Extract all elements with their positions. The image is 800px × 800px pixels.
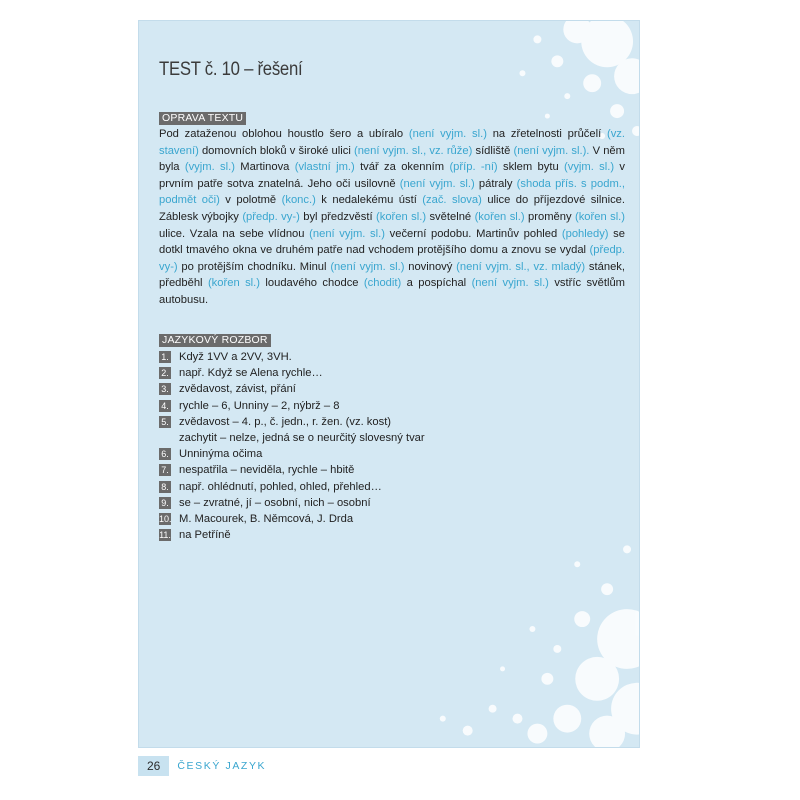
list-item — [159, 527, 619, 543]
text-segment: po protějším chodníku. Minul — [177, 260, 331, 273]
item-text: na Petříně — [179, 529, 231, 542]
grammar-note: (vlastní jm.) — [294, 161, 355, 174]
text-segment: Pod zataženou oblohou houstlo šero a ubíralo — [159, 128, 409, 140]
list-item — [159, 446, 619, 462]
text-segment: v prvním patře sotva znatelná. Jeho oči usilovně — [159, 161, 625, 190]
item-number: 6. — [159, 448, 171, 460]
text-segment: ulice. Vzala na sebe vlídnou — [159, 227, 310, 240]
grammar-note: (není vyjm. sl.) — [408, 128, 487, 140]
text-segment: tvář za okenním — [354, 161, 450, 174]
item-text: Když 1VV a 2VV, 3VH. — [179, 351, 292, 364]
list-item — [159, 381, 619, 397]
text-segment: a pospíchal — [401, 277, 472, 290]
text-segment: loudavého chodce — [259, 277, 364, 290]
grammar-note: (vyjm. sl.) — [564, 161, 615, 174]
grammar-note: (není vyjm. sl.) — [309, 227, 385, 240]
text-segment: vstříc světlům autobusu. — [159, 277, 625, 306]
text-segment: večerní podobu. Martinův pohled — [384, 227, 562, 240]
text-segment: V něm byla — [159, 144, 625, 174]
item-text: např. ohlédnutí, pohled, ohled, přehled… — [179, 480, 382, 493]
grammar-note: (není vyjm. sl., vz. růže) — [353, 144, 473, 157]
text-segment: proměny — [524, 210, 575, 223]
list-item — [159, 462, 619, 478]
grammar-note: (vz. stavení) — [159, 128, 625, 157]
list-item — [159, 511, 619, 527]
item-number: 2. — [159, 367, 171, 379]
item-text: zvědavost, závist, přání — [179, 383, 296, 396]
grammar-note: (kořen sl.) — [207, 277, 260, 290]
item-text: Unninýma očima — [179, 448, 263, 461]
grammar-note: (pohledy) — [561, 227, 609, 240]
grammar-note: (příp. -ní) — [449, 161, 498, 174]
text-segment: k nedalekému ústí — [315, 194, 423, 207]
item-number: 11. — [159, 530, 171, 541]
grammar-note: (shoda přís. s podm., podmět oči) — [159, 177, 626, 207]
section-label-oprava: OPRAVA TEXTU — [159, 112, 246, 125]
text-segment: Martinova — [234, 161, 295, 174]
text-segment: sklem bytu — [497, 161, 564, 174]
grammar-note: (předp. vy-) — [159, 244, 625, 273]
page-number: 26 — [138, 756, 169, 776]
text-segment: ulice do příjezdové silnice. Záblesk výbojky — [159, 194, 626, 223]
grammar-note: (není vyjm. sl., vz. mladý) — [456, 260, 586, 273]
item-number: 10. — [159, 513, 172, 524]
grammar-note: (kořen sl.) — [376, 210, 427, 223]
footer-subject-label: ČESKÝ JAZYK — [177, 760, 267, 772]
item-number — [159, 432, 171, 444]
text-segment: novinový — [404, 260, 457, 273]
page-panel — [138, 20, 640, 748]
text-segment: se dotkl tmavého okna ve druhém patře nad vchodem protějšího domu a znovu se vydal — [159, 227, 625, 257]
corrected-text-paragraph — [159, 126, 625, 309]
text-segment: domovních bloků v široké ulici — [198, 144, 354, 157]
list-item — [159, 430, 619, 446]
page-title: TEST č. 10 – řešení — [159, 59, 303, 80]
item-number: 1. — [159, 351, 171, 363]
item-text: se – zvratné, jí – osobní, nich – osobní — [179, 496, 371, 509]
item-text: zachytit – nelze, jedná se o neurčitý slovesný tvar — [179, 432, 425, 445]
text-segment: světelné — [426, 210, 475, 223]
text-segment: stánek, předběhl — [159, 260, 625, 290]
grammar-note: (není vyjm. sl.) — [471, 277, 549, 290]
item-text: M. Macourek, B. Němcová, J. Drda — [179, 512, 354, 525]
item-number: 8. — [159, 481, 171, 493]
text-segment: pátraly — [474, 177, 517, 190]
grammar-note: (vyjm. sl.) — [184, 161, 235, 174]
grammar-note: (předp. vy-) — [242, 210, 300, 223]
list-item — [159, 414, 619, 430]
list-item — [159, 479, 619, 495]
item-text: rychle – 6, Unniny – 2, nýbrž – 8 — [179, 399, 340, 412]
text-segment: byl předzvěstí — [299, 210, 376, 223]
page-footer — [138, 756, 266, 776]
text-segment: na zřetelnosti průčelí — [486, 128, 607, 140]
item-number: 4. — [159, 400, 171, 412]
item-number: 3. — [159, 383, 171, 395]
grammar-note: (chodit) — [363, 277, 402, 290]
item-text: zvědavost – 4. p., č. jedn., r. žen. (vz. kost) — [179, 415, 392, 428]
item-number: 5. — [159, 416, 171, 428]
list-item — [159, 495, 619, 511]
grammar-note: (zač. slova) — [422, 194, 482, 207]
list-item — [159, 398, 619, 414]
grammar-note: (kořen sl.) — [574, 210, 626, 223]
text-segment: v polotmě — [219, 194, 282, 207]
item-number: 9. — [159, 497, 171, 509]
list-item — [159, 365, 619, 381]
item-text: nespatřila – neviděla, rychle – hbitě — [179, 464, 355, 477]
grammar-note: (není vyjm. sl.) — [399, 177, 475, 190]
item-number: 7. — [159, 464, 171, 476]
grammar-note: (není vyjm. sl.) — [330, 260, 405, 273]
section-label-rozbor: JAZYKOVÝ ROZBOR — [159, 334, 271, 347]
text-segment: sídliště — [472, 144, 514, 157]
grammar-note: (kořen sl.) — [474, 210, 525, 223]
grammar-note: (konc.) — [281, 194, 316, 207]
analysis-list — [159, 349, 619, 543]
item-text: např. Když se Alena rychle… — [179, 367, 323, 380]
list-item — [159, 349, 619, 365]
grammar-note: (není vyjm. sl.). — [513, 144, 590, 157]
